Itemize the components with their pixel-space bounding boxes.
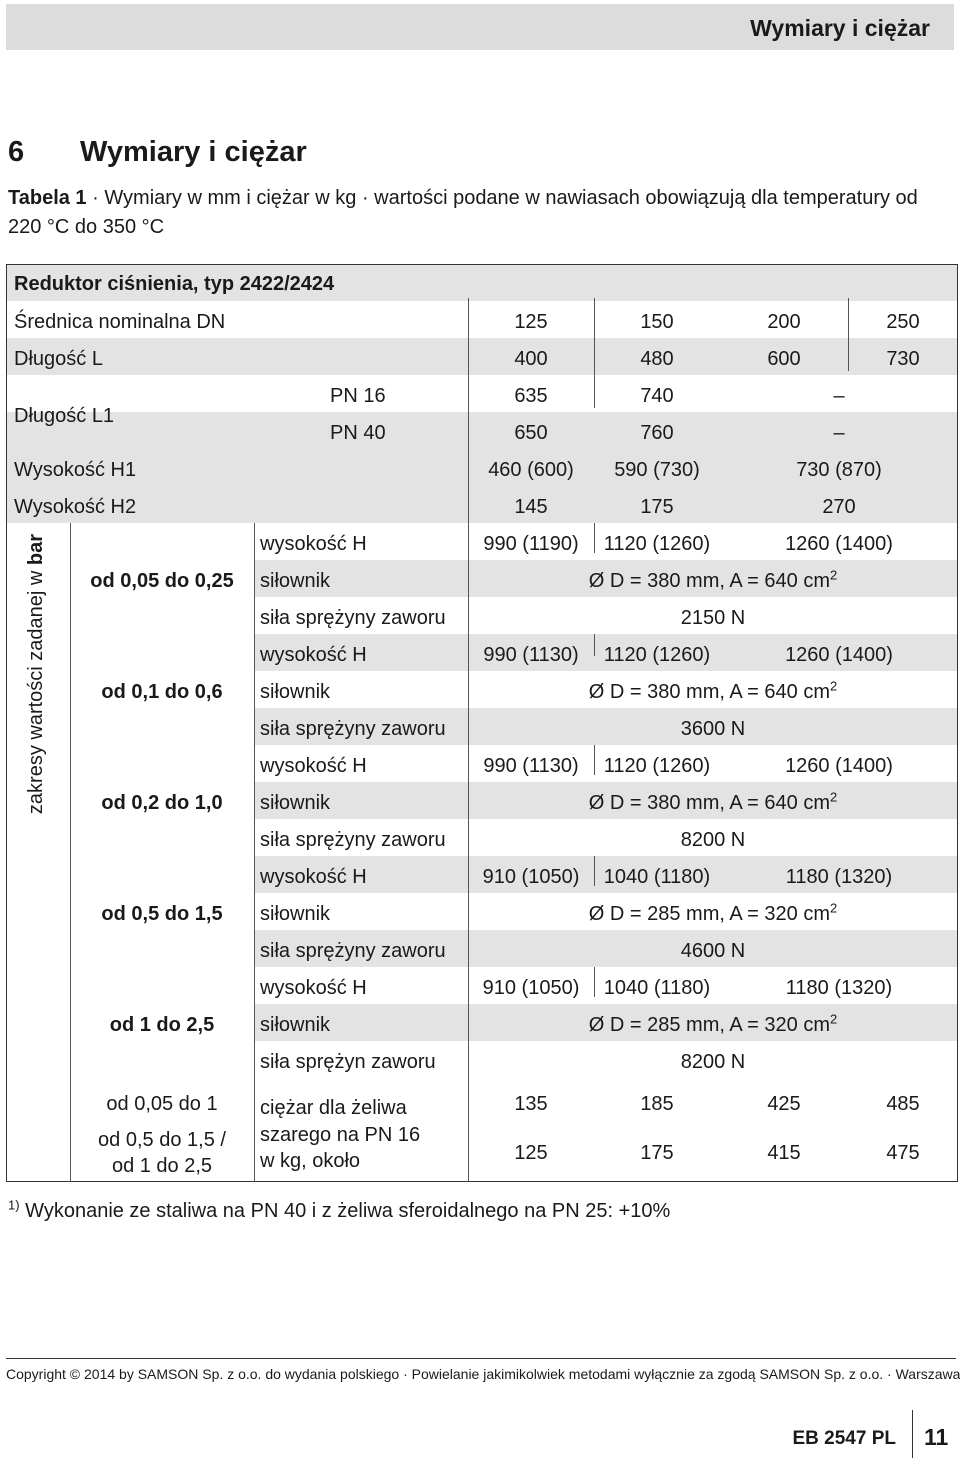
- L-150: 480: [640, 348, 674, 370]
- r3-h-150: 1120 (1260): [603, 755, 711, 777]
- setpoint-range-unit: bar: [25, 533, 47, 566]
- r3-act: Ø D = 380 mm, A = 640 $cm^2$: [588, 789, 838, 814]
- r3-h-200: 1260 (1400): [785, 755, 893, 777]
- footnote: [8, 1197, 671, 1223]
- weight-a-250: 485: [886, 1093, 920, 1115]
- L1-pn40-200: –: [833, 422, 845, 444]
- r4-spring-label: siła sprężyny zaworu: [260, 940, 446, 962]
- r3-act-label: siłownik: [260, 792, 331, 814]
- weight-label-3: w kg, około: [260, 1150, 361, 1172]
- weight-b-125: 125: [514, 1142, 548, 1164]
- pn16-label: PN 16: [330, 385, 386, 407]
- table-caption: [8, 184, 953, 242]
- weight-a-125: 135: [514, 1093, 548, 1115]
- page-header: [6, 4, 954, 50]
- r5-act-label: siłownik: [260, 1014, 331, 1036]
- r5-h-label: wysokość H: [260, 977, 367, 999]
- L1-pn16-200: –: [833, 385, 845, 407]
- table-title: Reduktor ciśnienia, typ 2422/2424: [14, 273, 335, 295]
- page-number: 11: [924, 1424, 949, 1450]
- r1-spring-label: siła sprężyny zaworu: [260, 607, 446, 629]
- r1-act: Ø D = 380 mm, A = 640 $cm^2$: [588, 567, 838, 592]
- section-heading: [8, 136, 307, 169]
- r3-spring: 8200 N: [680, 829, 746, 851]
- r1-h-label: wysokość H: [260, 533, 367, 555]
- weight-range-b1: od 0,5 do 1,5 /: [98, 1129, 226, 1151]
- L-250: 730: [886, 348, 920, 370]
- pn40-label: PN 40: [330, 422, 386, 444]
- weight-label-1: ciężar dla żeliwa: [260, 1097, 407, 1119]
- r2-spring: 3600 N: [680, 718, 746, 740]
- H1-200: 730 (870): [796, 459, 882, 481]
- range-5: od 1 do 2,5: [109, 1014, 215, 1036]
- footer-rule: [6, 1358, 956, 1359]
- r2-h-label: wysokość H: [260, 644, 367, 666]
- dn-125: 125: [514, 311, 548, 333]
- r4-act-label: siłownik: [260, 903, 331, 925]
- r2-act: Ø D = 380 mm, A = 640 $cm^2$: [588, 678, 838, 703]
- L-125: 400: [514, 348, 548, 370]
- r1-act-label: siłownik: [260, 570, 331, 592]
- section-number: 6: [8, 136, 25, 168]
- r1-h-150: 1120 (1260): [603, 533, 711, 555]
- section-title: Wymiary i ciężar: [80, 136, 307, 168]
- H2-label: Wysokość H2: [14, 496, 137, 518]
- weight-range-b2: od 1 do 2,5: [111, 1155, 213, 1177]
- r5-h-125: 910 (1050): [482, 977, 580, 999]
- r5-spring-label: siła sprężyn zaworu: [260, 1051, 436, 1073]
- L1-pn40-150: 760: [640, 422, 674, 444]
- r1-h-200: 1260 (1400): [785, 533, 893, 555]
- r4-h-150: 1040 (1180): [603, 866, 711, 888]
- r3-h-label: wysokość H: [260, 755, 367, 777]
- weight-a-150: 185: [640, 1093, 674, 1115]
- dn-250: 250: [886, 311, 920, 333]
- setpoint-range-axis-label: zakresy wartości zadanej w bar: [25, 533, 47, 815]
- r2-h-125: 990 (1130): [483, 644, 579, 666]
- r4-act: Ø D = 285 mm, A = 320 $cm^2$: [588, 900, 838, 925]
- range-1: od 0,05 do 0,25: [90, 570, 234, 592]
- range-2: od 0,1 do 0,6: [101, 681, 223, 703]
- dimensions-table: [6, 264, 958, 1182]
- caption-label: Tabela 1: [8, 187, 87, 209]
- r2-h-200: 1260 (1400): [785, 644, 893, 666]
- r1-h-125: 990 (1190): [483, 533, 579, 555]
- dn-150: 150: [640, 311, 674, 333]
- L1-pn40-125: 650: [514, 422, 548, 444]
- H2-200: 270: [822, 496, 856, 518]
- r5-act: Ø D = 285 mm, A = 320 $cm^2$: [588, 1011, 838, 1036]
- H1-150: 590 (730): [614, 459, 700, 481]
- r1-spring: 2150 N: [680, 607, 746, 629]
- L-label: Długość L: [14, 348, 103, 370]
- r4-h-200: 1180 (1320): [785, 866, 893, 888]
- range-4: od 0,5 do 1,5: [101, 903, 223, 925]
- r4-h-label: wysokość H: [260, 866, 367, 888]
- dn-200: 200: [767, 311, 801, 333]
- weight-b-200: 415: [767, 1142, 801, 1164]
- range-3: od 0,2 do 1,0: [101, 792, 223, 814]
- H2-150: 175: [640, 496, 674, 518]
- L1-label: Długość L1: [14, 405, 115, 427]
- weight-label-2: szarego na PN 16: [260, 1124, 421, 1146]
- footnote-text: Wykonanie ze staliwa na PN 40 i z żeliwa sferoidalnego na PN 25: +10%: [19, 1200, 671, 1222]
- weight-range-a: od 0,05 do 1: [106, 1093, 218, 1115]
- header-title: Wymiary i ciężar: [750, 15, 930, 41]
- r3-spring-label: siła sprężyny zaworu: [260, 829, 446, 851]
- dn-label: Średnica nominalna DN: [14, 311, 226, 333]
- r2-spring-label: siła sprężyny zaworu: [260, 718, 446, 740]
- r4-spring: 4600 N: [680, 940, 746, 962]
- H1-125: 460 (600): [488, 459, 574, 481]
- weight-a-200: 425: [767, 1093, 801, 1115]
- weight-b-150: 175: [640, 1142, 674, 1164]
- L-200: 600: [767, 348, 801, 370]
- r5-h-150: 1040 (1180): [603, 977, 711, 999]
- r3-h-125: 990 (1130): [483, 755, 579, 777]
- footnote-mark: 1): [8, 1197, 20, 1213]
- doc-reference: EB 2547 PL: [792, 1428, 896, 1449]
- r2-act-label: siłownik: [260, 681, 331, 703]
- L1-pn16-150: 740: [640, 385, 674, 407]
- r4-h-125: 910 (1050): [482, 866, 580, 888]
- r5-spring: 8200 N: [680, 1051, 746, 1073]
- H1-label: Wysokość H1: [14, 459, 137, 481]
- r5-h-200: 1180 (1320): [785, 977, 893, 999]
- copyright: Copyright © 2014 by SAMSON Sp. z o.o. do wydania polskiego · Powielanie jakimikolwiek metodami wyłącznie za zgodą SAMSON Sp. z o.o. · Warszawa: [6, 1366, 960, 1382]
- L1-pn16-125: 635: [514, 385, 548, 407]
- H2-125: 145: [514, 496, 548, 518]
- r2-h-150: 1120 (1260): [603, 644, 711, 666]
- weight-b-250: 475: [886, 1142, 920, 1164]
- caption-text: · Wymiary w mm i ciężar w kg · wartości podane w nawiasach obowiązują dla temperatury od 220 °C do 350 °C: [8, 187, 918, 238]
